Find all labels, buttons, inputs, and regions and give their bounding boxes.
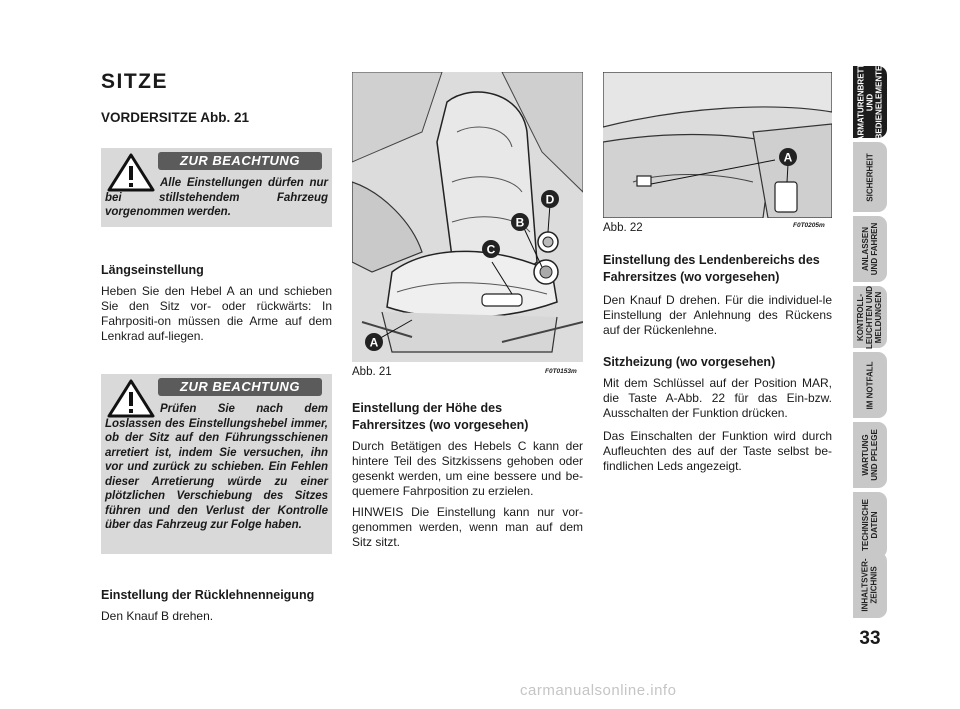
tab-armaturenbrett[interactable]: ARMATURENBRETT UND BEDIENELEMENTE [853, 66, 887, 138]
tab-inhaltsverzeichnis[interactable]: INHALTSVER- ZEICHNIS [853, 552, 887, 618]
heading-lenden: Einstellung des Lendenbereichs des Fahrersitzes (wo vorgesehen) [603, 253, 820, 284]
tab-anlassen[interactable]: ANLASSEN UND FAHREN [853, 216, 887, 282]
watermark: carmanualsonline.info [520, 682, 677, 699]
svg-text:A: A [369, 335, 379, 350]
callout-label-d [541, 190, 559, 208]
svg-text:B: B [515, 215, 525, 230]
callout-label-b [511, 213, 529, 231]
warning-text: Prüfen Sie nach dem Loslassen des Einstellungshebel immer, ob der Sitz auf den Führungsschienen arretiert ist, indem Sie versuchen, ihn vor und zurück zu schieben. Ein Fehlen dieser Arretierung würde zu einer plötzlichen Verschiebung des Sitzes führen und den Verlust der Kontrolle über das Fahrzeug zur Folge haben. [105, 403, 328, 531]
svg-text:D: D [545, 192, 555, 207]
heading-hoehe: Einstellung der Höhe des Fahrersitzes (wo vorgesehen) [352, 401, 529, 432]
text-hoehe: Durch Betätigen des Hebels C kann der hintere Teil des Sitzkissens gehoben oder gesenkt werden, um eine bessere und be-quemere Fahrposition zu erzielen. [352, 439, 583, 498]
seat-drawing [352, 72, 583, 362]
page-title: SITZE [101, 70, 169, 93]
text-lehne: Den Knauf B drehen. [101, 609, 214, 623]
tab-wartung[interactable]: WARTUNG UND PFLEGE [853, 422, 887, 488]
note-hoehe: HINWEIS Die Einstellung kann nur vor-genommen werden, wenn man auf dem Sitz sitzt. [352, 505, 583, 549]
heading-laengs: Längseinstellung [101, 263, 204, 277]
figure-22-heating-button-illustration [603, 72, 832, 218]
warning-text: Alle Einstellungen dürfen nur bei stillstehendem Fahrzeug vorgenommen werden. [105, 177, 328, 218]
figure-21-code: F0T0153m [545, 368, 577, 375]
tab-kontrollleuchten[interactable]: KONTROLL- LEUCHTEN UND MELDUNGEN [853, 286, 887, 348]
callout-label-a [365, 333, 383, 351]
tab-technische-daten[interactable]: TECHNISCHE DATEN [853, 492, 887, 558]
warning-box-2 [101, 374, 332, 554]
svg-text:A: A [783, 150, 793, 165]
tab-im-notfall[interactable]: IM NOTFALL [853, 352, 887, 418]
text-heizung: Mit dem Schlüssel auf der Position MAR, die Taste A-Abb. 22 für das Ein-bzw. Ausschalten der Funktion drücken. [603, 376, 832, 420]
callout-label-a [779, 148, 797, 166]
figure-22-caption: Abb. 22 [603, 222, 643, 234]
page-number: 33 [859, 628, 881, 649]
text-heizung-2: Das Einschalten der Funktion wird durch Aufleuchten des auf der Taste selbst be-findlichen Leds angezeigt. [603, 429, 832, 473]
figure-21-caption: Abb. 21 [352, 366, 392, 378]
warning-box-1 [101, 148, 332, 227]
text-lenden: Den Knauf D drehen. Für die individuel-le Einstellung der Anlehnung des Rückens auf der Rückenlehne. [603, 293, 832, 337]
figure-21-seat-illustration [352, 72, 583, 362]
tab-sicherheit[interactable]: SICHERHEIT [853, 142, 887, 212]
seat-heating-drawing [603, 72, 832, 218]
warning-badge: ZUR BEACHTUNG [158, 378, 322, 396]
heading-lehne: Einstellung der Rücklehnenneigung [101, 588, 315, 602]
warning-badge: ZUR BEACHTUNG [158, 152, 322, 170]
callout-label-c [482, 240, 500, 258]
heading-heizung: Sitzheizung (wo vorgesehen) [603, 355, 776, 369]
svg-text:C: C [486, 242, 496, 257]
figure-22-code: F0T0205m [793, 222, 825, 229]
section-subtitle: VORDERSITZE Abb. 21 [101, 110, 250, 125]
text-laengs: Heben Sie den Hebel A an und schieben Sie den Sitz vor- oder rückwärts: In Fahrpositi-on müssen die Arme auf dem Lenkrad auf-liegen. [101, 284, 332, 343]
